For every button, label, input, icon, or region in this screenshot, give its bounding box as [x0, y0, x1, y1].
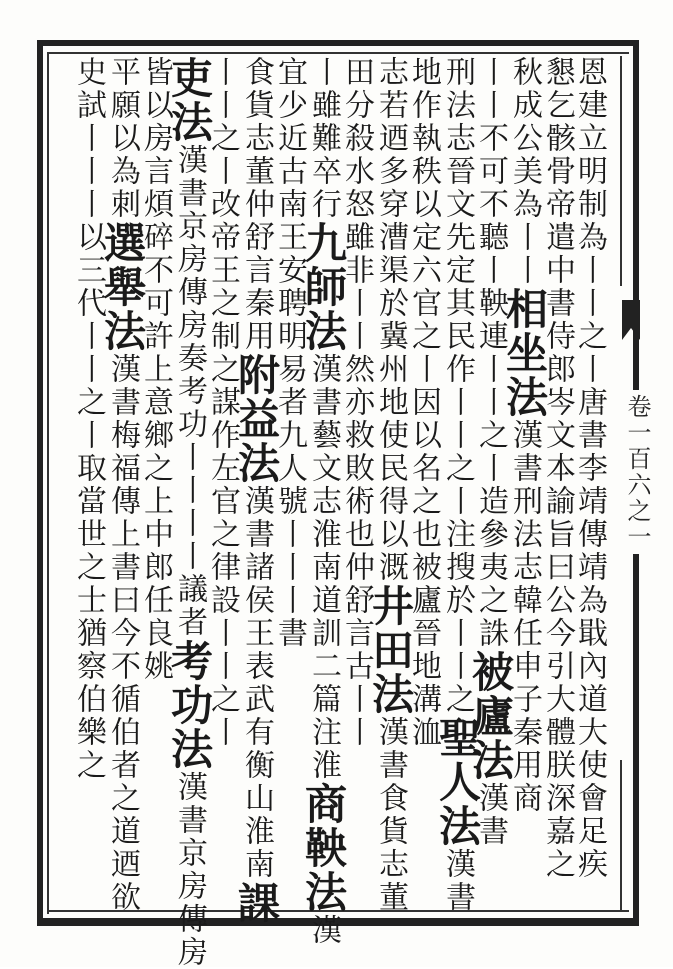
text-column	[69, 56, 107, 782]
body-text: 田分殺水怒雖非丨丨然亦救敗術也	[339, 56, 374, 551]
body-text: 史試丨丨丨	[71, 56, 106, 221]
section-heading: 商鞅法	[299, 782, 348, 914]
body-text: 刑法志晉文先定其民作丨丨之丨注搜於丨丨之	[440, 56, 475, 716]
body-text: 平願以為刺	[105, 56, 140, 221]
margin-rule-bottom	[620, 760, 636, 910]
body-text: 食貨志董仲舒言秦用	[239, 56, 274, 353]
body-text: 之謀作左官之律設丨丨之丨	[205, 353, 240, 749]
section-heading: 被廬法	[466, 650, 515, 782]
text-column	[98, 56, 147, 914]
section-heading: 九師法	[299, 221, 348, 353]
body-text: 漢書刑法志韓任申子秦用商	[507, 419, 542, 815]
body-text: 溝洫	[406, 683, 441, 749]
inner-rule-left	[47, 52, 49, 914]
body-text: 漢書	[473, 782, 508, 848]
body-text: 漢	[306, 914, 341, 947]
section-heading: 選舉法	[98, 221, 147, 353]
text-column	[538, 56, 576, 881]
body-text: 漢書京房傳房奏考功丨丨丨丨議者	[172, 144, 207, 639]
text-column	[299, 56, 348, 947]
margin-title: 卷一百六之一	[620, 390, 655, 554]
body-text: 漢書京房傳房	[172, 771, 207, 969]
body-text: 漢書藝文志淮南道訓二篇注淮	[306, 353, 341, 782]
text-column	[165, 56, 214, 969]
body-text: 丨雖難卒行	[306, 56, 341, 221]
section-heading: 井田法	[366, 584, 415, 716]
body-text: 仲舒言古丨丨	[339, 551, 374, 749]
body-text: 漢書梅福傳上書曰今不循伯者之道迺欲	[105, 353, 140, 914]
body-text: 懇乞骸骨帝遣中書侍郎岑文本諭旨曰公今引大體朕深嘉之	[540, 56, 575, 881]
body-text: 志若迺多穿漕渠於冀州地使民得以溉	[373, 56, 408, 584]
section-heading: 課	[232, 881, 281, 925]
section-heading: 吏法	[165, 56, 214, 144]
fish-tail-mark	[622, 300, 640, 340]
text-column	[232, 56, 281, 925]
body-text: 書	[272, 617, 307, 650]
inner-rule-top	[47, 52, 629, 54]
body-text: 漢書諸侯王表武有衡山淮南	[239, 485, 274, 881]
body-text: 丨丨不可不聽丨	[473, 56, 508, 287]
body-text: 秋成公美為丨丨	[507, 56, 542, 287]
section-heading: 相坐法	[500, 287, 549, 419]
body-text: 皆以房言煩碎不可許上意鄉之	[138, 56, 173, 485]
body-text: 上中郎任良姚	[138, 485, 173, 683]
body-text: 丨丨之丨改帝王之制	[205, 56, 240, 353]
body-text: 南王安聘明易者九人號丨丨丨	[272, 188, 307, 617]
text-column	[366, 56, 415, 914]
section-heading: 附益法	[232, 353, 281, 485]
border-top	[37, 40, 637, 46]
text-column	[433, 56, 482, 914]
body-text: 以三代丨丨之丨取當世之士猶察伯樂之	[71, 221, 106, 782]
text-column	[337, 56, 375, 749]
body-text: 漢書食貨志董	[373, 716, 408, 914]
section-heading: 考功法	[165, 639, 214, 771]
body-text: 漢書	[440, 848, 475, 914]
body-text: 鞅連丨丨之丨造參夷之誅	[473, 287, 508, 650]
section-heading: 聖人法	[433, 716, 482, 848]
border-left	[37, 40, 43, 926]
body-text: 宜少近古	[272, 56, 307, 188]
text-column	[136, 56, 174, 683]
body-text: 恩建立明制為丨丨之丨唐書李靖傳靖為戢內道大使會足疾	[572, 56, 607, 881]
body-text: 地作執秩以定六官之丨因以名之也被廬晉地	[406, 56, 441, 683]
margin-rule-top	[620, 56, 636, 286]
